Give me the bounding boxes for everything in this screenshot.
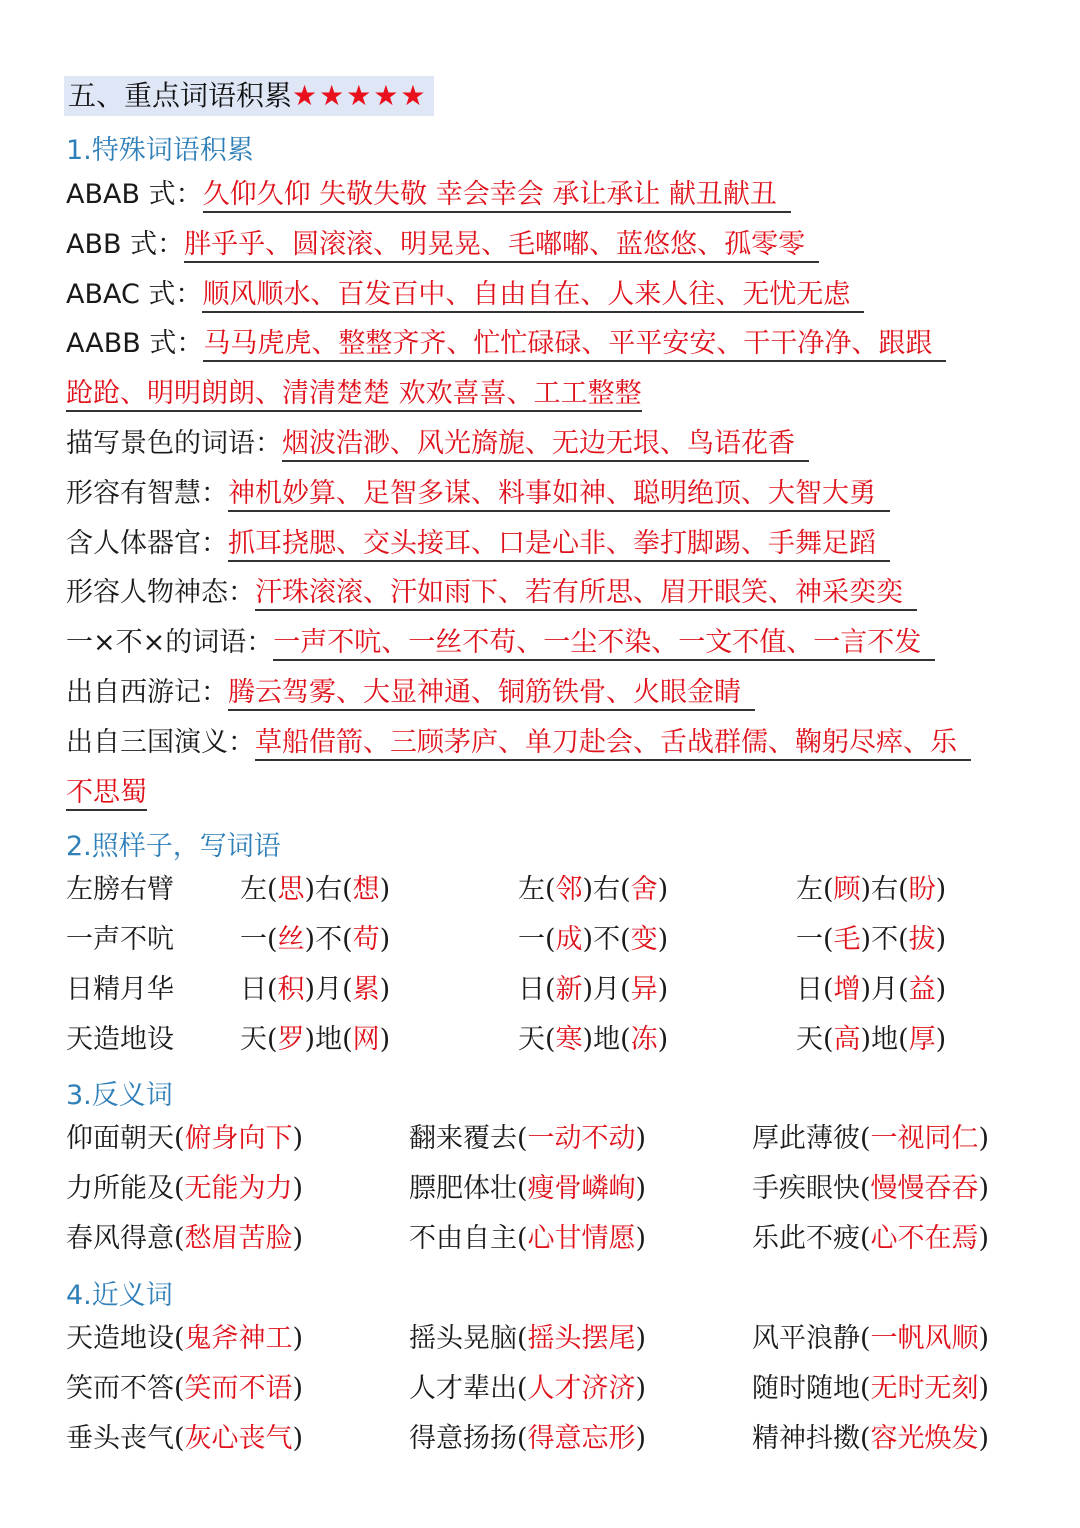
open-paren: (	[620, 874, 631, 905]
synonym-pair	[66, 1421, 303, 1457]
close-paren: )	[582, 974, 594, 1005]
special-row	[66, 177, 791, 213]
pattern-row	[66, 922, 1026, 958]
close-paren: )	[582, 1024, 594, 1055]
synonym-answer: 得意忘形	[527, 1423, 636, 1454]
pattern-answer: 冻	[630, 1024, 658, 1055]
open-paren: (	[860, 1373, 871, 1404]
close-paren: )	[935, 974, 947, 1005]
close-paren: )	[978, 1173, 990, 1204]
special-label: 形容人物神态：	[66, 577, 255, 608]
pattern-row	[66, 1022, 1026, 1058]
close-paren: )	[657, 974, 669, 1005]
antonym-answer: 心不在焉	[870, 1223, 979, 1254]
close-paren: )	[935, 874, 947, 905]
synonym-row	[66, 1321, 1026, 1357]
close-paren: )	[635, 1173, 647, 1204]
antonym-word: 膘肥体壮	[409, 1173, 517, 1204]
antonym-row	[66, 1221, 1026, 1257]
pattern-item	[518, 1022, 668, 1058]
pattern-item	[518, 872, 668, 908]
synonym-word: 垂头丧气	[66, 1423, 174, 1454]
close-paren: )	[860, 974, 872, 1005]
close-paren: )	[582, 874, 594, 905]
antonym-pair	[409, 1121, 646, 1157]
special-row-cont	[66, 775, 147, 811]
special-answer-cont: 跄跄、明明朗朗、清清楚楚 欢欢喜喜、工工整整	[66, 378, 642, 412]
special-answer: 腾云驾雾、大显神通、铜筋铁骨、火眼金睛	[228, 677, 755, 711]
open-paren: (	[174, 1223, 185, 1254]
open-paren: (	[174, 1173, 185, 1204]
close-paren: )	[292, 1373, 304, 1404]
pattern-answer: 盼	[908, 874, 936, 905]
pattern-answer: 增	[833, 974, 861, 1005]
close-paren: )	[657, 924, 669, 955]
title-text: 五、重点词语积累	[68, 79, 293, 112]
synonym-word: 风平浪静	[752, 1323, 860, 1354]
synonym-row	[66, 1421, 1026, 1457]
open-paren: (	[898, 924, 909, 955]
special-label: ABAC 式：	[66, 279, 203, 310]
pattern-char: 月	[593, 974, 621, 1005]
close-paren: )	[860, 874, 872, 905]
synonym-answer: 笑而不语	[184, 1373, 293, 1404]
pattern-example: 天造地设	[66, 1024, 174, 1055]
pattern-row	[66, 872, 1026, 908]
antonym-answer: 无能为力	[184, 1173, 293, 1204]
synonym-answer: 人才济济	[527, 1373, 636, 1404]
close-paren: )	[292, 1223, 304, 1254]
close-paren: )	[978, 1223, 990, 1254]
open-paren: (	[620, 924, 631, 955]
pattern-item	[518, 922, 668, 958]
star-rating: ★★★★★	[292, 79, 428, 112]
synonym-word: 得意扬扬	[409, 1423, 517, 1454]
pattern-answer: 成	[555, 924, 583, 955]
special-answer: 久仰久仰 失敬失敬 幸会幸会 承让承让 献丑献丑	[203, 179, 791, 213]
pattern-char: 日	[240, 974, 267, 1005]
section-heading-synonyms: 4.近义词	[66, 1280, 173, 1311]
synonym-word: 天造地设	[66, 1323, 174, 1354]
pattern-answer: 苟	[352, 924, 380, 955]
pattern-char: 天	[240, 1024, 267, 1055]
close-paren: )	[635, 1323, 647, 1354]
pattern-item	[796, 972, 946, 1008]
open-paren: (	[898, 1024, 909, 1055]
synonym-pair	[66, 1321, 303, 1357]
pattern-answer: 异	[630, 974, 658, 1005]
close-paren: )	[292, 1423, 304, 1454]
special-row	[66, 476, 890, 512]
open-paren: (	[860, 1423, 871, 1454]
synonym-answer: 摇头摆尾	[527, 1323, 636, 1354]
open-paren: (	[267, 924, 278, 955]
pattern-char: 一	[796, 924, 823, 955]
open-paren: (	[342, 874, 353, 905]
open-paren: (	[545, 1024, 556, 1055]
close-paren: )	[582, 924, 594, 955]
special-answer: 马马虎虎、整整齐齐、忙忙碌碌、平平安安、干干净净、跟跟	[203, 328, 946, 362]
antonym-pair	[66, 1221, 303, 1257]
antonym-pair	[409, 1171, 646, 1207]
antonym-word: 不由自主	[409, 1223, 517, 1254]
open-paren: (	[517, 1423, 528, 1454]
pattern-char: 天	[796, 1024, 823, 1055]
antonym-answer: 心甘情愿	[527, 1223, 636, 1254]
pattern-char: 左	[518, 874, 545, 905]
special-answer: 神机妙算、足智多谋、料事如神、聪明绝顶、大智大勇	[228, 478, 890, 512]
special-row	[66, 277, 864, 313]
pattern-char: 右	[315, 874, 343, 905]
antonym-word: 仰面朝天	[66, 1123, 174, 1154]
special-label: 出自三国演义：	[66, 727, 255, 758]
special-row	[66, 326, 946, 362]
antonym-answer: 一动不动	[527, 1123, 636, 1154]
pattern-answer: 顾	[833, 874, 861, 905]
pattern-char: 不	[871, 924, 899, 955]
special-answer: 顺风顺水、百发百中、自由自在、人来人往、无忧无虑	[202, 279, 864, 313]
close-paren: )	[635, 1423, 647, 1454]
pattern-answer: 高	[833, 1024, 861, 1055]
pattern-char: 不	[315, 924, 343, 955]
pattern-answer: 舍	[630, 874, 658, 905]
special-label: 描写景色的词语：	[66, 428, 282, 459]
special-label: 形容有智慧：	[66, 478, 228, 509]
special-answer-cont: 不思蜀	[66, 777, 147, 811]
pattern-item	[240, 1022, 390, 1058]
synonym-word: 笑而不答	[66, 1373, 174, 1404]
close-paren: )	[304, 1024, 316, 1055]
special-row	[66, 227, 819, 263]
close-paren: )	[379, 924, 391, 955]
close-paren: )	[860, 1024, 872, 1055]
pattern-char: 日	[518, 974, 545, 1005]
antonym-word: 翻来覆去	[409, 1123, 517, 1154]
antonym-answer: 愁眉苦脸	[184, 1223, 293, 1254]
pattern-example: 左膀右臂	[66, 874, 174, 905]
section-heading-antonyms: 3.反义词	[66, 1080, 173, 1111]
open-paren: (	[898, 874, 909, 905]
open-paren: (	[267, 1024, 278, 1055]
open-paren: (	[823, 924, 834, 955]
antonym-answer: 瘦骨嶙峋	[527, 1173, 636, 1204]
pattern-char: 一	[240, 924, 267, 955]
pattern-row	[66, 972, 1026, 1008]
synonym-word: 摇头晃脑	[409, 1323, 517, 1354]
antonym-row	[66, 1121, 1026, 1157]
close-paren: )	[978, 1123, 990, 1154]
open-paren: (	[517, 1123, 528, 1154]
open-paren: (	[517, 1173, 528, 1204]
open-paren: (	[545, 874, 556, 905]
open-paren: (	[174, 1373, 185, 1404]
open-paren: (	[860, 1223, 871, 1254]
pattern-item	[240, 922, 390, 958]
special-row	[66, 625, 935, 661]
open-paren: (	[174, 1423, 185, 1454]
close-paren: )	[860, 924, 872, 955]
pattern-answer: 邻	[555, 874, 583, 905]
pattern-answer: 罗	[277, 1024, 305, 1055]
close-paren: )	[379, 874, 391, 905]
pattern-answer: 变	[630, 924, 658, 955]
open-paren: (	[342, 974, 353, 1005]
special-row	[66, 725, 971, 761]
special-label: 一×不×的词语：	[66, 627, 274, 658]
special-answer: 胖乎乎、圆滚滚、明晃晃、毛嘟嘟、蓝悠悠、孤零零	[184, 229, 819, 263]
close-paren: )	[379, 1024, 391, 1055]
antonym-word: 乐此不疲	[752, 1223, 860, 1254]
close-paren: )	[304, 874, 316, 905]
open-paren: (	[898, 974, 909, 1005]
antonym-word: 力所能及	[66, 1173, 174, 1204]
pattern-char: 右	[871, 874, 899, 905]
open-paren: (	[517, 1323, 528, 1354]
close-paren: )	[304, 924, 316, 955]
antonym-word: 厚此薄彼	[752, 1123, 860, 1154]
special-row-cont	[66, 376, 642, 412]
pattern-char: 月	[871, 974, 899, 1005]
pattern-answer: 积	[277, 974, 305, 1005]
pattern-answer: 新	[555, 974, 583, 1005]
open-paren: (	[620, 974, 631, 1005]
open-paren: (	[620, 1024, 631, 1055]
close-paren: )	[657, 1024, 669, 1055]
pattern-answer: 厚	[908, 1024, 936, 1055]
synonym-pair	[66, 1371, 303, 1407]
pattern-char: 地	[871, 1024, 899, 1055]
special-row	[66, 675, 755, 711]
synonym-pair	[752, 1321, 989, 1357]
synonym-answer: 鬼斧神工	[184, 1323, 293, 1354]
close-paren: )	[978, 1373, 990, 1404]
special-row	[66, 526, 890, 562]
pattern-answer: 思	[277, 874, 305, 905]
pattern-item	[796, 1022, 946, 1058]
open-paren: (	[860, 1173, 871, 1204]
special-label: 出自西游记：	[66, 677, 228, 708]
special-label: ABB 式：	[66, 229, 185, 260]
special-answer: 草船借箭、三顾茅庐、单刀赴会、舌战群儒、鞠躬尽瘁、乐	[255, 727, 971, 761]
antonym-answer: 俯身向下	[184, 1123, 293, 1154]
section-heading-pattern: 2.照样子，写词语	[66, 831, 281, 862]
special-answer: 汗珠滚滚、汗如雨下、若有所思、眉开眼笑、神采奕奕	[255, 577, 917, 611]
synonym-answer: 一帆风顺	[870, 1323, 979, 1354]
special-answer: 烟波浩渺、风光旖旎、无边无垠、鸟语花香	[282, 428, 809, 462]
special-label: ABAB 式：	[66, 179, 203, 210]
pattern-item	[518, 972, 668, 1008]
synonym-pair	[752, 1371, 989, 1407]
open-paren: (	[267, 874, 278, 905]
page-title	[64, 76, 434, 116]
synonym-word: 人才辈出	[409, 1373, 517, 1404]
pattern-item	[796, 872, 946, 908]
antonym-pair	[752, 1171, 989, 1207]
open-paren: (	[517, 1373, 528, 1404]
pattern-char: 右	[593, 874, 621, 905]
synonym-pair	[752, 1421, 989, 1457]
open-paren: (	[342, 1024, 353, 1055]
pattern-char: 日	[796, 974, 823, 1005]
pattern-char: 月	[315, 974, 343, 1005]
open-paren: (	[860, 1123, 871, 1154]
special-label: AABB 式：	[66, 328, 204, 359]
pattern-answer: 益	[908, 974, 936, 1005]
special-row	[66, 426, 809, 462]
special-answer: 一声不吭、一丝不苟、一尘不染、一文不值、一言不发	[273, 627, 935, 661]
close-paren: )	[292, 1173, 304, 1204]
antonym-pair	[752, 1121, 989, 1157]
pattern-char: 地	[593, 1024, 621, 1055]
close-paren: )	[657, 874, 669, 905]
open-paren: (	[823, 874, 834, 905]
close-paren: )	[292, 1123, 304, 1154]
close-paren: )	[935, 1024, 947, 1055]
pattern-char: 左	[796, 874, 823, 905]
special-label: 含人体器官：	[66, 528, 228, 559]
antonym-row	[66, 1171, 1026, 1207]
pattern-answer: 寒	[555, 1024, 583, 1055]
antonym-pair	[66, 1121, 303, 1157]
synonym-pair	[409, 1321, 646, 1357]
synonym-answer: 无时无刻	[870, 1373, 979, 1404]
synonym-word: 随时随地	[752, 1373, 860, 1404]
open-paren: (	[545, 924, 556, 955]
special-answer: 抓耳挠腮、交头接耳、口是心非、拳打脚踢、手舞足蹈	[228, 528, 890, 562]
antonym-answer: 一视同仁	[870, 1123, 979, 1154]
pattern-char: 一	[518, 924, 545, 955]
close-paren: )	[635, 1373, 647, 1404]
pattern-char: 不	[593, 924, 621, 955]
open-paren: (	[517, 1223, 528, 1254]
open-paren: (	[174, 1323, 185, 1354]
pattern-answer: 拔	[908, 924, 936, 955]
pattern-answer: 丝	[277, 924, 305, 955]
close-paren: )	[635, 1223, 647, 1254]
antonym-answer: 慢慢吞吞	[870, 1173, 979, 1204]
pattern-answer: 想	[352, 874, 380, 905]
close-paren: )	[635, 1123, 647, 1154]
antonym-pair	[66, 1171, 303, 1207]
synonym-row	[66, 1371, 1026, 1407]
synonym-answer: 灰心丧气	[184, 1423, 293, 1454]
synonym-pair	[409, 1421, 646, 1457]
close-paren: )	[304, 974, 316, 1005]
open-paren: (	[860, 1323, 871, 1354]
antonym-pair	[752, 1221, 989, 1257]
close-paren: )	[978, 1423, 990, 1454]
pattern-char: 地	[315, 1024, 343, 1055]
open-paren: (	[823, 974, 834, 1005]
close-paren: )	[935, 924, 947, 955]
antonym-word: 手疾眼快	[752, 1173, 860, 1204]
pattern-char: 左	[240, 874, 267, 905]
pattern-char: 天	[518, 1024, 545, 1055]
pattern-item	[240, 972, 390, 1008]
special-row	[66, 575, 917, 611]
open-paren: (	[267, 974, 278, 1005]
open-paren: (	[342, 924, 353, 955]
pattern-example: 日精月华	[66, 974, 174, 1005]
close-paren: )	[379, 974, 391, 1005]
synonym-word: 精神抖擞	[752, 1423, 860, 1454]
close-paren: )	[978, 1323, 990, 1354]
pattern-item	[240, 872, 390, 908]
close-paren: )	[292, 1323, 304, 1354]
pattern-answer: 网	[352, 1024, 380, 1055]
open-paren: (	[823, 1024, 834, 1055]
pattern-answer: 累	[352, 974, 380, 1005]
open-paren: (	[545, 974, 556, 1005]
pattern-item	[796, 922, 946, 958]
pattern-answer: 毛	[833, 924, 861, 955]
synonym-answer: 容光焕发	[870, 1423, 979, 1454]
open-paren: (	[174, 1123, 185, 1154]
pattern-example: 一声不吭	[66, 924, 174, 955]
synonym-pair	[409, 1371, 646, 1407]
section-heading-special: 1.特殊词语积累	[66, 135, 254, 166]
antonym-pair	[409, 1221, 646, 1257]
antonym-word: 春风得意	[66, 1223, 174, 1254]
